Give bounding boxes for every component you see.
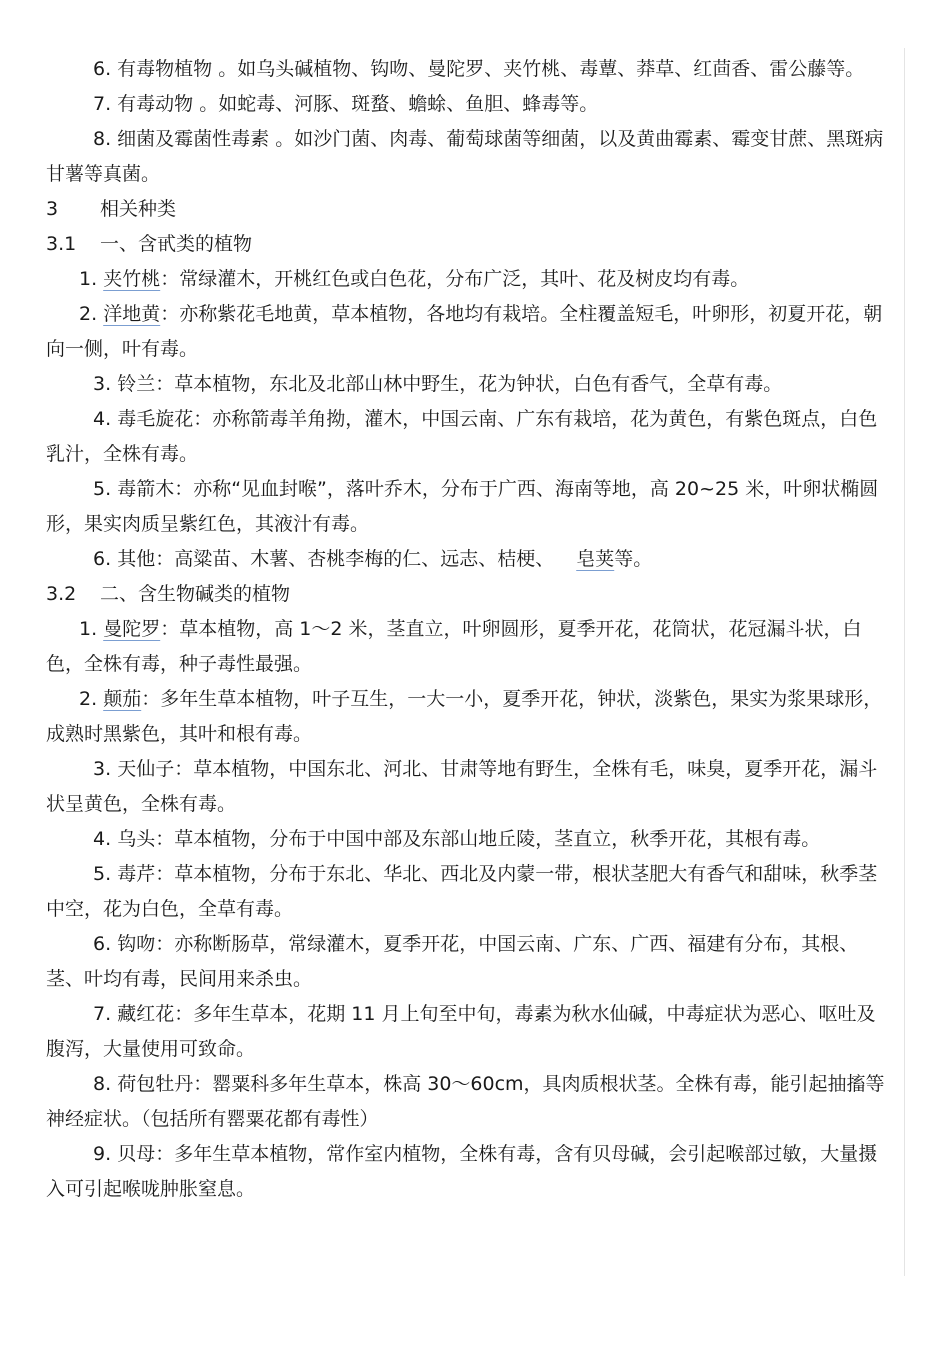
alkaloid-item-1: 1. 曼陀罗：草本植物，高 1～2 米，茎直立，叶卵圆形，夏季开花，花筒状，花冠漏斗状，白色，全株有毒，种子毒性最强。 — [46, 618, 862, 675]
section-heading-3: 3 相关种类 — [46, 198, 177, 220]
section-heading-3-1: 3.1 一、含甙类的植物 — [46, 233, 253, 255]
glycoside-item-4: 4. 毒毛旋花：亦称箭毒羊角拗，灌木，中国云南、广东有栽培，花为黄色，有紫色斑点，白色乳汁，全株有毒。 — [46, 408, 878, 465]
glycoside-item-6: 6. 其他：高粱苗、木薯、杏桃李梅的仁、远志、桔梗、 皂荚等。 — [93, 548, 653, 570]
alkaloid-item-8: 8. 荷包牡丹：罂粟科多年生草本，株高 30～60cm，具肉质根状茎。全株有毒，能引起抽搐等神经症状。（包括所有罂粟花都有毒性） — [46, 1073, 885, 1130]
glycoside-item-5: 5. 毒箭木：亦称“见血封喉”，落叶乔木，分布于广西、海南等地，高 20~25 米，叶卵状椭圆形，果实肉质呈紫红色，其液汁有毒。 — [46, 478, 879, 535]
alkaloid-item-5: 5. 毒芹：草本植物，分布于东北、华北、西北及内蒙一带，根状茎肥大有香气和甜味，秋季茎中空，花为白色，全草有毒。 — [46, 863, 878, 920]
plant-link-belladonna[interactable]: 颠茄 — [103, 688, 142, 710]
plant-link-datura[interactable]: 曼陀罗 — [103, 618, 161, 640]
document-body — [46, 52, 891, 1207]
paragraph-6: 6. 有毒物植物 。如乌头碱植物、钩吻、曼陀罗、夹竹桃、毒蕈、莽草、红茴香、雷公藤等。 — [93, 58, 865, 80]
alkaloid-item-6: 6. 钩吻：亦称断肠草，常绿灌木，夏季开花，中国云南、广东、广西、福建有分布，其根、茎、叶均有毒，民间用来杀虫。 — [46, 933, 859, 990]
alkaloid-item-4: 4. 乌头：草本植物，分布于中国中部及东部山地丘陵，茎直立，秋季开花，其根有毒。 — [93, 828, 821, 850]
plant-link-gleditsia[interactable]: 皂荚 — [576, 548, 615, 570]
glycoside-item-2: 2. 洋地黄：亦称紫花毛地黄，草本植物，各地均有栽培。全柱覆盖短毛，叶卵形，初夏开花，朝向一侧，叶有毒。 — [46, 303, 883, 360]
plant-link-oleander[interactable]: 夹竹桃 — [103, 268, 161, 290]
alkaloid-item-7: 7. 藏红花：多年生草本，花期 11 月上旬至中旬，毒素为秋水仙碱，中毒症状为恶心、呕吐及腹泻，大量使用可致命。 — [46, 1003, 876, 1060]
paragraph-8: 8. 细菌及霉菌性毒素 。如沙门菌、肉毒、葡萄球菌等细菌，以及黄曲霉素、霉变甘蔗、黑斑病甘薯等真菌。 — [46, 128, 884, 185]
section-heading-3-2: 3.2 二、含生物碱类的植物 — [46, 583, 291, 605]
alkaloid-item-2: 2. 颠茄：多年生草本植物，叶子互生，一大一小，夏季开花，钟状，淡紫色，果实为浆果球形，成熟时黑紫色，其叶和根有毒。 — [46, 688, 883, 745]
page-edge-line — [904, 48, 905, 1276]
glycoside-item-3: 3. 铃兰：草本植物，东北及北部山林中野生，花为钟状，白色有香气，全草有毒。 — [93, 373, 783, 395]
glycoside-item-1: 1. 夹竹桃：常绿灌木，开桃红色或白色花，分布广泛，其叶、花及树皮均有毒。 — [79, 268, 750, 290]
alkaloid-item-9: 9. 贝母：多年生草本植物，常作室内植物，全株有毒，含有贝母碱，会引起喉部过敏，大量摄入可引起喉咙肿胀窒息。 — [46, 1143, 878, 1200]
paragraph-7: 7. 有毒动物 。如蛇毒、河豚、斑蝥、蟾蜍、鱼胆、蜂毒等。 — [93, 93, 599, 115]
plant-link-foxglove[interactable]: 洋地黄 — [103, 303, 161, 325]
alkaloid-item-3: 3. 天仙子：草本植物，中国东北、河北、甘肃等地有野生，全株有毛，味臭，夏季开花，漏斗状呈黄色，全株有毒。 — [46, 758, 878, 815]
